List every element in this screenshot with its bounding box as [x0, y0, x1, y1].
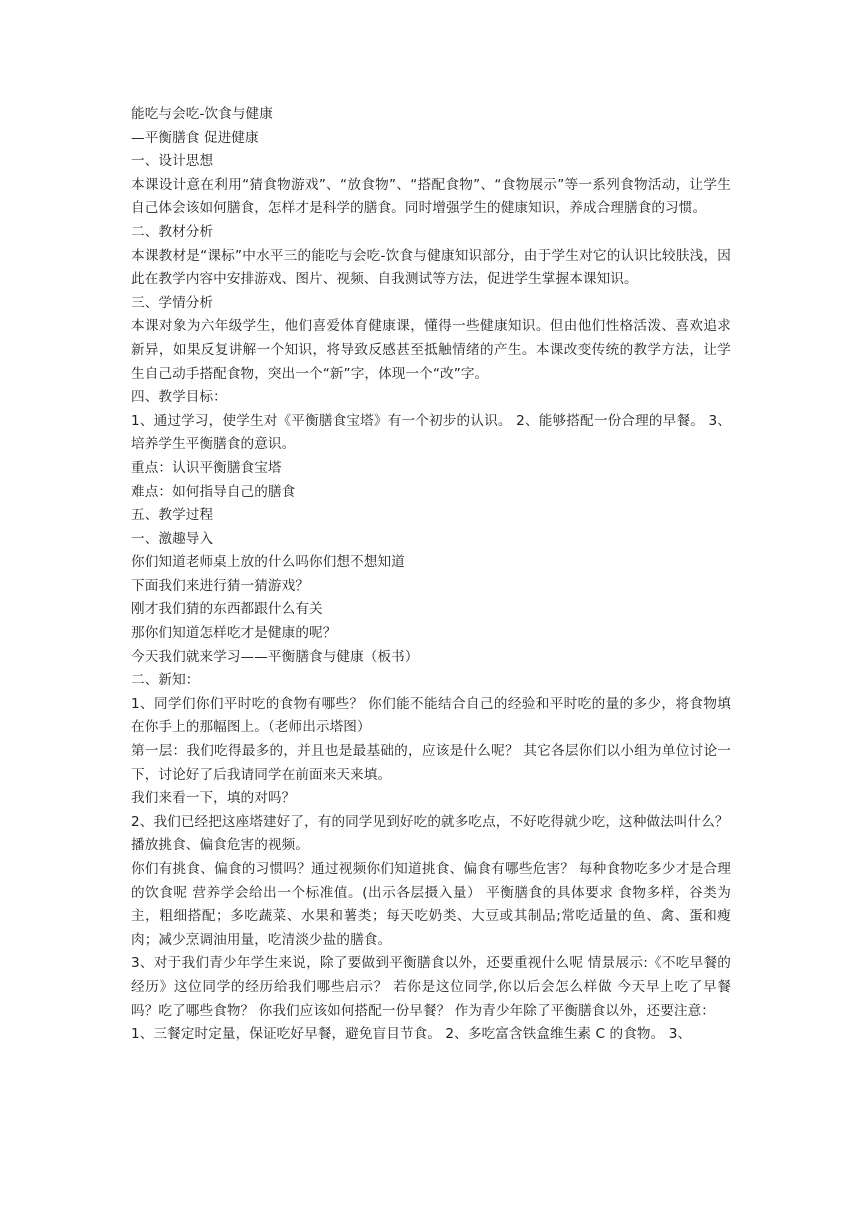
document-title: 能吃与会吃-饮食与健康 [131, 106, 273, 122]
paragraph-new-7: 3、对于我们青少年学生来说，除了要做到平衡膳食以外，还要重视什么呢 情景展示:《不吃早餐的经历》这位同学的经历给我们哪些启示？ 若你是这位同学,你以后会怎么样做 今天早上吃了早餐吗？吃了哪些食物？ 你我们应该如何搭配一份早餐？ 作为青少年除了平衡膳食以外，还要注意： [131, 955, 731, 1019]
heading-intro: 一、激趣导入 [131, 530, 214, 547]
paragraph-new-3: 我们来看一下，填的对吗？ [131, 790, 296, 807]
paragraph-new-8: 1、三餐定时定量，保证吃好早餐，避免盲目节食。 2、多吃富含铁盒维生素 C 的食物。 3、 [131, 1026, 692, 1043]
document-subtitle: —平衡膳食 促进健康 [131, 129, 259, 146]
paragraph-new-2: 第一层：我们吃得最多的，并且也是最基础的，应该是什么呢？ 其它各层你们以小组为单位讨论一下，讨论好了后我请同学在前面来天来填。 [131, 743, 731, 783]
paragraph-new-5: 播放挑食、偏食危害的视频。 [131, 837, 310, 854]
heading-process: 五、教学过程 [131, 507, 214, 524]
key-point: 重点：认识平衡膳食宝塔 [131, 459, 282, 476]
paragraph-new-1: 1、同学们你们平时吃的食物有哪些？ 你们能不能结合自己的经验和平时吃的量的多少，将食物填在你手上的那幅图上。（老师出示塔图） [131, 695, 731, 736]
paragraph-new-4: 2、我们已经把这座塔建好了，有的同学见到好吃的就多吃点，不好吃得就少吃，这种做法叫什么？ [131, 813, 729, 830]
intro-line: 下面我们来进行猜一猜游戏？ [131, 577, 310, 594]
paragraph-goals: 1、通过学习，使学生对《平衡膳食宝塔》有一个初步的认识。 2、能够搭配一份合理的早餐。 3、培养学生平衡膳食的意识。 [131, 412, 731, 453]
intro-line: 刚才我们猜的东西都跟什么有关 [131, 601, 323, 618]
heading-material: 二、教材分析 [131, 223, 214, 240]
paragraph-material: 本课教材是“课标”中水平三的能吃与会吃-饮食与健康知识部分，由于学生对它的认识比较肤浅，因此在教学内容中安排游戏、图片、视频、自我测试等方法，促进学生掌握本课知识。 [131, 247, 731, 288]
heading-students: 三、学情分析 [131, 294, 214, 311]
intro-line: 那你们知道怎样吃才是健康的呢？ [131, 625, 337, 642]
heading-goals: 四、教学目标： [131, 389, 227, 406]
heading-new-knowledge: 二、新知： [131, 672, 200, 689]
intro-line: 你们知道老师桌上放的什么吗你们想不想知道 [131, 554, 405, 571]
paragraph-students: 本课对象为六年级学生，他们喜爱体育健康课，懂得一些健康知识。但由他们性格活泼、喜欢追求新异，如果反复讲解一个知识，将导致反感甚至抵触情绪的产生。本课改变传统的教学方法，让学生自己动手搭配食物，突出一个“新”字，体现一个“改”字。 [131, 318, 731, 382]
difficulty-point: 难点：如何指导自己的膳食 [131, 483, 296, 500]
heading-design: 一、设计思想 [131, 153, 214, 170]
paragraph-new-6: 你们有挑食、偏食的习惯吗？通过视频你们知道挑食、偏食有哪些危害？ 每种食物吃多少才是合理的饮食呢 营养学会给出一个标准值。(出示各层摄入量） 平衡膳食的具体要求 食物多样，谷类为主，粗细搭配；多吃蔬菜、水果和薯类；每天吃奶类、大豆或其制品;常吃适量的鱼、禽、蛋和瘦肉；减少烹调油用量，吃清淡少盐的膳食。 [131, 861, 731, 948]
document-page [131, 103, 731, 1047]
paragraph-design: 本课设计意在利用“猜食物游戏”、“放食物”、“搭配食物”、“食物展示”等一系列食物活动，让学生自己体会该如何膳食，怎样才是科学的膳食。同时增强学生的健康知识，养成合理膳食的习惯。 [131, 176, 731, 217]
intro-line: 今天我们就来学习——平衡膳食与健康（板书） [131, 648, 419, 665]
